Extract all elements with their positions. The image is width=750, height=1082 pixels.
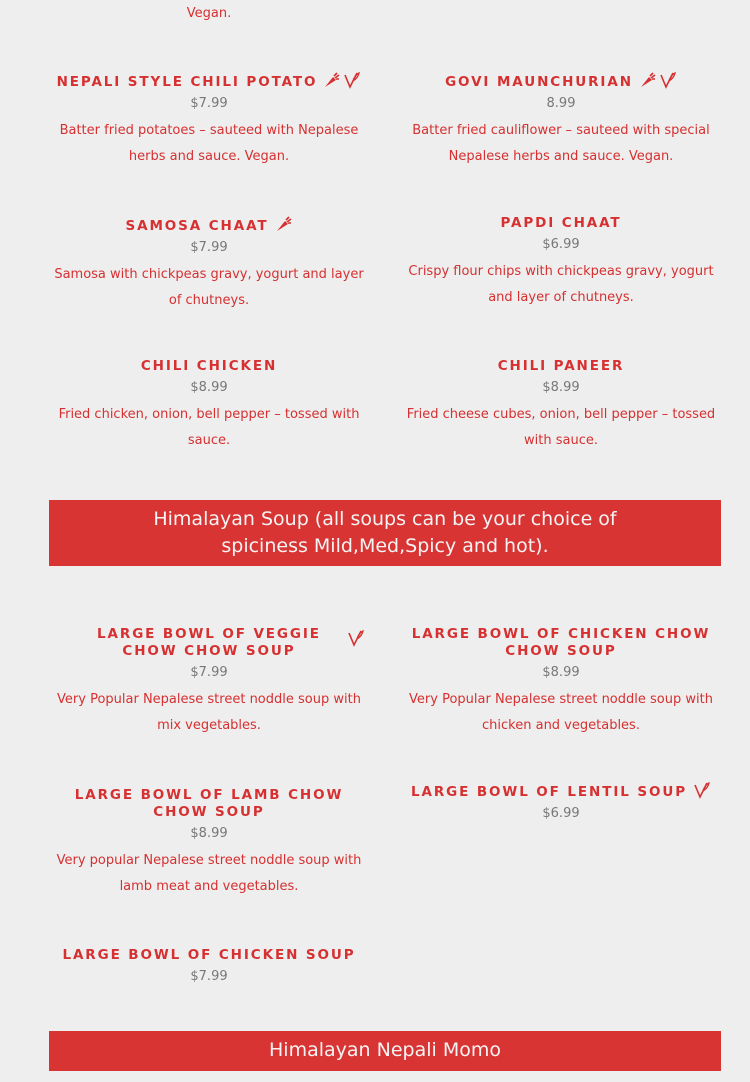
menu-item-description: Very Popular Nepalese street noddle soup with chicken and vegetables.	[409, 692, 713, 733]
menu-item-description: Fried chicken, onion, bell pepper – tossed with sauce.	[58, 407, 360, 448]
menu-item-name	[401, 358, 721, 375]
menu-item-name	[49, 358, 369, 375]
menu-item-name	[401, 781, 721, 801]
menu-item-description: Batter fried cauliflower – sauteed with special Nepalese herbs and sauce. Vegan.	[412, 123, 710, 164]
menu-item	[49, 358, 369, 453]
menu-item-description: Batter fried potatoes – sauteed with Nepalese herbs and sauce. Vegan.	[59, 123, 359, 164]
menu-item	[49, 71, 369, 169]
menu-item-price: $8.99	[190, 826, 228, 841]
menu-item-name	[401, 626, 721, 660]
vegan-icon	[343, 71, 361, 89]
menu-item	[401, 626, 721, 738]
menu-item-description: Very Popular Nepalese street noddle soup with mix vegetables.	[57, 692, 361, 733]
menu-item-description: Very popular Nepalese street noddle soup with lamb meat and vegetables.	[56, 853, 362, 894]
section-header-momo	[49, 1031, 721, 1071]
menu-item	[401, 215, 721, 310]
menu-item-price: 8.99	[546, 96, 576, 111]
menu-item-price: $7.99	[190, 665, 228, 680]
menu-item-name-text: LARGE BOWL OF LAMB CHOW CHOW SOUP	[74, 787, 344, 820]
menu-item	[49, 215, 369, 313]
menu-item-name	[49, 71, 369, 91]
menu-item-name-text: CHILI CHICKEN	[140, 358, 278, 374]
menu-item-name-text: NEPALI STYLE CHILI POTATO	[56, 74, 318, 90]
section-title: Himalayan Nepali Momo	[269, 1039, 501, 1061]
menu-item-name-text: GOVI MAUNCHURIAN	[445, 74, 633, 90]
menu-item	[49, 787, 369, 899]
section-title: Himalayan Soup (all soups can be your choice of spiciness Mild,Med,Spicy and hot).	[153, 508, 617, 557]
menu-item-name	[401, 215, 721, 232]
spicy-icon	[323, 71, 341, 89]
vegan-icon	[693, 781, 711, 799]
menu-item-name-text: PAPDI CHAAT	[500, 215, 622, 231]
menu-item-description: Samosa with chickpeas gravy, yogurt and layer of chutneys.	[54, 267, 364, 308]
menu-item-name-text: CHILI PANEER	[497, 358, 625, 374]
menu-item	[401, 781, 721, 823]
menu-item-name-text: LARGE BOWL OF CHICKEN CHOW CHOW SOUP	[411, 626, 711, 659]
menu-item-price: $7.99	[190, 96, 228, 111]
menu-item-name	[401, 71, 721, 91]
menu-item	[401, 358, 721, 453]
menu-item-price: $7.99	[190, 969, 228, 984]
spicy-icon	[275, 215, 293, 233]
menu-item	[49, 626, 369, 738]
menu-item-description: Fried cheese cubes, onion, bell pepper – tossed with sauce.	[406, 407, 716, 448]
menu-item-name-text: LARGE BOWL OF VEGGIE CHOW CHOW SOUP	[97, 626, 321, 659]
vegan-icon	[659, 71, 677, 89]
vegan-icon	[347, 629, 365, 647]
menu-item-price: $8.99	[190, 380, 228, 395]
menu-item-price: $7.99	[190, 240, 228, 255]
menu-item-price: $8.99	[542, 380, 580, 395]
menu-item	[401, 71, 721, 169]
menu-item	[49, 947, 369, 986]
menu-item-name	[49, 947, 369, 964]
menu-item-name	[49, 215, 369, 235]
menu-item-name-text: LARGE BOWL OF LENTIL SOUP	[410, 784, 688, 800]
menu-item-name	[49, 626, 369, 660]
previous-item-description-fragment: Vegan.	[186, 6, 232, 21]
spicy-icon	[639, 71, 657, 89]
menu-item-name-text: SAMOSA CHAAT	[125, 218, 269, 234]
menu-item-price: $8.99	[542, 665, 580, 680]
section-header-soup	[49, 500, 721, 566]
menu-item-description: Crispy flour chips with chickpeas gravy, yogurt and layer of chutneys.	[408, 264, 714, 305]
menu-item-name	[49, 787, 369, 821]
menu-item-name-text: LARGE BOWL OF CHICKEN SOUP	[62, 947, 356, 963]
menu-item-price: $6.99	[542, 806, 580, 821]
menu-item-price: $6.99	[542, 237, 580, 252]
